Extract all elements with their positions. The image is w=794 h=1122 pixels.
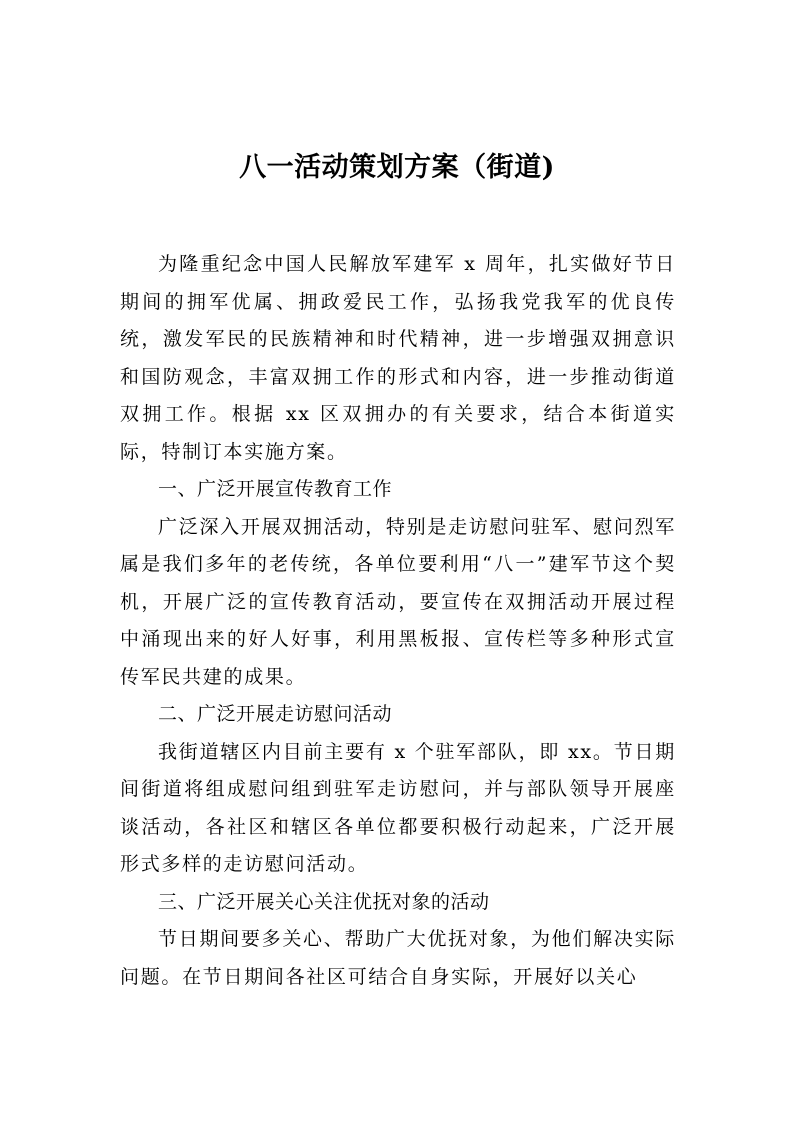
section-3-paragraph: 节日期间要多关心、帮助广大优抚对象，为他们解决实际问题。在节日期间各社区可结合自身实际，开展好以关心: [120, 928, 676, 988]
section-heading-1: 一、广泛开展宣传教育工作: [158, 478, 393, 500]
section-2-paragraph: 我街道辖区内目前主要有 x 个驻军部队，即 xx。节日期间街道将组成慰问组到驻军走访慰问，并与部队领导开展座谈活动，各社区和辖区各单位都要积极行动起来，广泛开展形式多样的走访慰问活动。: [120, 740, 676, 875]
section-heading-3: 三、广泛开展关心关注优抚对象的活动: [158, 890, 490, 913]
document-body: [120, 246, 676, 996]
section-1-paragraph: 广泛深入开展双拥活动，特别是走访慰问驻军、慰问烈军属是我们多年的老传统，各单位要利用“八一”建军节这个契机，开展广泛的宣传教育活动，要宣传在双拥活动开展过程中涌现出来的好人好事，利用黑板报、宣传栏等多种形式宣传军民共建的成果。: [120, 515, 676, 688]
intro-paragraph: 为隆重纪念中国人民解放军建军 x 周年，扎实做好节日期间的拥军优属、拥政爱民工作，弘扬我党我军的优良传统，激发军民的民族精神和时代精神，进一步增强双拥意识和国防观念，丰富双拥工作的形式和内容，进一步推动街道双拥工作。根据 xx 区双拥办的有关要求，结合本街道实际，特制订本实施方案。: [120, 253, 676, 463]
section-heading-2: 二、广泛开展走访慰问活动: [158, 703, 393, 725]
document-title: 八一活动策划方案（街道): [239, 152, 555, 183]
